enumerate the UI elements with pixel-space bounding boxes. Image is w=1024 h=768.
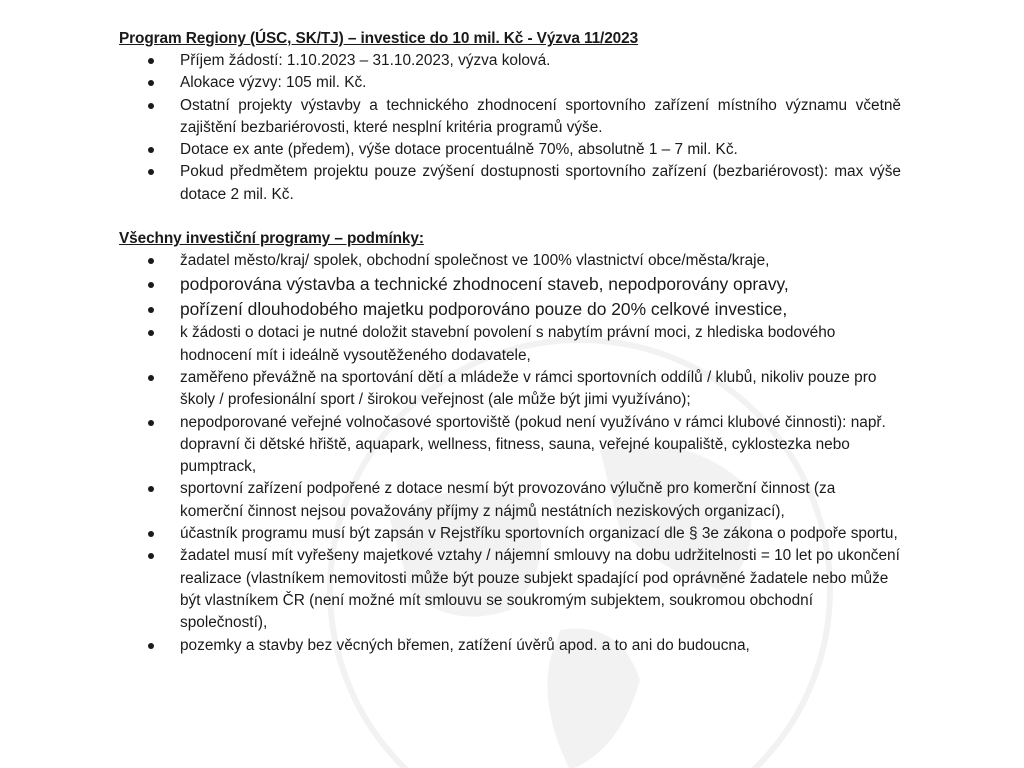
list-item: žadatel město/kraj/ spolek, obchodní společnost ve 100% vlastnictví obce/města/kraje,: [119, 250, 901, 272]
bullet-icon: [148, 103, 154, 109]
list-item: Pokud předmětem projektu pouze zvýšení dostupnosti sportovního zařízení (bezbariérovost): max výše dotace 2 mil. Kč.: [119, 161, 901, 206]
bullet-icon: [148, 643, 154, 649]
list-item: Ostatní projekty výstavby a technického zhodnocení sportovního zařízení místního významu včetně zajištění bezbariérovosti, které nesplní kritéria programů výše.: [119, 95, 901, 140]
bullet-icon: [148, 147, 154, 153]
bullet-icon: [148, 420, 154, 426]
section-heading-podminky: Všechny investiční programy – podmínky:: [119, 230, 424, 248]
bullet-icon: [148, 282, 154, 288]
bullet-icon: [148, 330, 154, 336]
list-item: Příjem žádostí: 1.10.2023 – 31.10.2023, výzva kolová.: [119, 50, 901, 72]
bullet-list-regiony: [119, 50, 901, 206]
bullet-icon: [148, 169, 154, 175]
bullet-icon: [148, 531, 154, 537]
document-content: [119, 28, 901, 657]
bullet-list-podminky: [119, 250, 901, 657]
spacer: [119, 206, 901, 228]
bullet-icon: [148, 375, 154, 381]
section-heading-regiony: Program Regiony (ÚSC, SK/TJ) – investice do 10 mil. Kč - Výzva 11/2023: [119, 30, 639, 47]
list-item: sportovní zařízení podpořené z dotace nesmí být provozováno výlučně pro komerční činnost (za komerční činnost nejsou považovány příjmy z nájmů nestátních neziskových organizací),: [119, 478, 901, 523]
list-item: k žádosti o dotaci je nutné doložit stavební povolení s nabytím právní moci, z hlediska bodového hodnocení mít i ideálně vysoutěženého dodavatele,: [119, 322, 901, 367]
bullet-icon: [148, 307, 154, 313]
list-item: Dotace ex ante (předem), výše dotace procentuálně 70%, absolutně 1 – 7 mil. Kč.: [119, 139, 901, 161]
bullet-icon: [148, 258, 154, 264]
list-item: pozemky a stavby bez věcných břemen, zatížení úvěrů apod. a to ani do budoucna,: [119, 635, 901, 657]
list-item: účastník programu musí být zapsán v Rejstříku sportovních organizací dle § 3e zákona o podpoře sportu,: [119, 523, 901, 545]
bullet-icon: [148, 80, 154, 86]
list-item: nepodporované veřejné volnočasové sportoviště (pokud není využíváno v rámci klubové činnosti): např. dopravní či dětské hřiště, aquapark, wellness, fitness, sauna, veřejné koupaliště, cyklostezka nebo pumptrack,: [119, 412, 901, 479]
bullet-icon: [148, 553, 154, 559]
list-item: žadatel musí mít vyřešeny majetkové vztahy / nájemní smlouvy na dobu udržitelnosti = 10 let po ukončení realizace (vlastníkem nemovitosti může být pouze subjekt spadající pod oprávněné žadatele nebo může být vlastníkem ČR (není možné mít smlouvu se soukromým subjektem, soukromou obchodní společností),: [119, 545, 901, 634]
bullet-icon: [148, 58, 154, 64]
list-item: pořízení dlouhodobého majetku podporováno pouze do 20% celkové investice,: [119, 297, 901, 322]
list-item: podporována výstavba a technické zhodnocení staveb, nepodporovány opravy,: [119, 272, 901, 297]
list-item: Alokace výzvy: 105 mil. Kč.: [119, 72, 901, 94]
list-item: zaměřeno převážně na sportování dětí a mládeže v rámci sportovních oddílů / klubů, nikoliv pouze pro školy / profesionální sport / širokou veřejnost (ale může být jimi využíváno);: [119, 367, 901, 412]
bullet-icon: [148, 486, 154, 492]
